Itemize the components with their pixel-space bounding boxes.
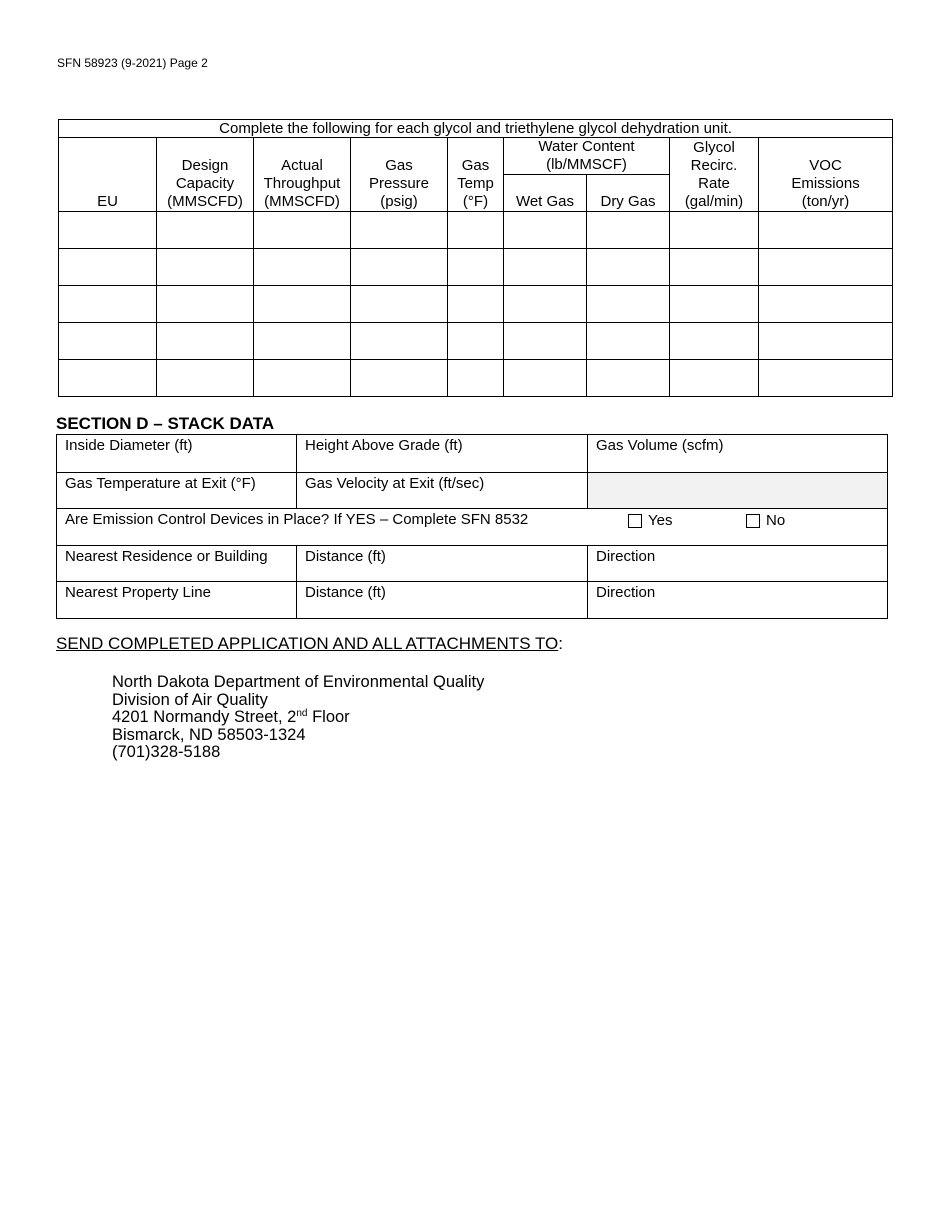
cell-design-capacity[interactable] bbox=[157, 286, 254, 323]
direction-label: Direction bbox=[596, 547, 656, 565]
inside-diameter-field[interactable] bbox=[57, 435, 297, 472]
cell-actual-throughput[interactable] bbox=[254, 323, 351, 360]
property-direction-field[interactable] bbox=[588, 582, 887, 618]
cell-gas-temp[interactable] bbox=[448, 212, 504, 249]
nearest-property-line-label: Nearest Property Line bbox=[65, 584, 211, 602]
gas-temperature-label: Gas Temperature at Exit (°F) bbox=[65, 474, 256, 492]
cell-gas-temp[interactable] bbox=[448, 323, 504, 360]
cell-gas-pressure[interactable] bbox=[351, 286, 448, 323]
gas-velocity-label: Gas Velocity at Exit (ft/sec) bbox=[305, 474, 485, 492]
cell-voc-emissions[interactable] bbox=[759, 212, 893, 249]
phone-number: (701)328-5188 bbox=[112, 743, 221, 761]
nearest-property-line-field[interactable] bbox=[57, 582, 297, 618]
table-row bbox=[59, 360, 893, 397]
send-colon: : bbox=[558, 634, 563, 653]
cell-voc-emissions[interactable] bbox=[759, 286, 893, 323]
cell-actual-throughput[interactable] bbox=[254, 212, 351, 249]
cell-design-capacity[interactable] bbox=[157, 249, 254, 286]
height-above-grade-field[interactable] bbox=[297, 435, 588, 472]
no-checkbox[interactable] bbox=[746, 512, 785, 529]
gas-temperature-field[interactable] bbox=[57, 473, 297, 509]
col-glycol-recirc: Glycol Recirc. Rate (gal/min) bbox=[670, 138, 759, 212]
yes-checkbox[interactable] bbox=[628, 512, 672, 529]
col-gas-temp: Gas Temp (°F) bbox=[448, 138, 504, 212]
col-water-content: Water Content (lb/MMSCF) bbox=[504, 138, 670, 175]
cell-dry-gas[interactable] bbox=[587, 360, 670, 397]
col-dry-gas: Dry Gas bbox=[587, 175, 670, 212]
cell-voc-emissions[interactable] bbox=[759, 323, 893, 360]
cell-eu[interactable] bbox=[59, 249, 157, 286]
col-design-capacity: Design Capacity (MMSCFD) bbox=[157, 138, 254, 212]
col-wet-gas: Wet Gas bbox=[504, 175, 587, 212]
gas-velocity-field[interactable] bbox=[297, 473, 588, 509]
shaded-cell bbox=[588, 473, 887, 509]
send-instructions bbox=[56, 634, 563, 654]
stack-row bbox=[57, 581, 887, 618]
height-above-grade-label: Height Above Grade (ft) bbox=[305, 437, 463, 454]
cell-design-capacity[interactable] bbox=[157, 360, 254, 397]
mailing-address bbox=[112, 674, 484, 762]
col-voc-emissions: VOC Emissions (ton/yr) bbox=[759, 138, 893, 212]
cell-actual-throughput[interactable] bbox=[254, 286, 351, 323]
distance-label: Distance (ft) bbox=[305, 547, 386, 565]
address-line: 4201 Normandy Street, 2nd Floor bbox=[112, 708, 350, 726]
cell-eu[interactable] bbox=[59, 360, 157, 397]
cell-gas-temp[interactable] bbox=[448, 360, 504, 397]
form-id: SFN 58923 (9-2021) Page 2 bbox=[57, 56, 208, 70]
cell-wet-gas[interactable] bbox=[504, 249, 587, 286]
no-label: No bbox=[766, 512, 786, 530]
yes-label: Yes bbox=[648, 512, 673, 530]
cell-voc-emissions[interactable] bbox=[759, 360, 893, 397]
cell-dry-gas[interactable] bbox=[587, 323, 670, 360]
table-row bbox=[59, 323, 893, 360]
cell-dry-gas[interactable] bbox=[587, 249, 670, 286]
stack-data-table bbox=[56, 434, 888, 619]
checkbox-icon bbox=[628, 514, 642, 528]
table-instruction: Complete the following for each glycol and triethylene glycol dehydration unit. bbox=[59, 120, 893, 138]
stack-row bbox=[57, 435, 887, 472]
stack-row bbox=[57, 545, 887, 582]
cell-gas-temp[interactable] bbox=[448, 286, 504, 323]
cell-glycol-recirc[interactable] bbox=[670, 286, 759, 323]
cell-glycol-recirc[interactable] bbox=[670, 323, 759, 360]
col-gas-pressure: Gas Pressure (psig) bbox=[351, 138, 448, 212]
cell-design-capacity[interactable] bbox=[157, 212, 254, 249]
nearest-residence-field[interactable] bbox=[57, 546, 297, 582]
cell-wet-gas[interactable] bbox=[504, 360, 587, 397]
cell-wet-gas[interactable] bbox=[504, 323, 587, 360]
send-heading: SEND COMPLETED APPLICATION AND ALL ATTACHMENTS TO bbox=[56, 634, 559, 653]
cell-design-capacity[interactable] bbox=[157, 323, 254, 360]
nearest-residence-label: Nearest Residence or Building bbox=[65, 547, 268, 565]
stack-row bbox=[57, 472, 887, 509]
cell-eu[interactable] bbox=[59, 323, 157, 360]
emission-control-label: Are Emission Control Devices in Place? If YES – Complete SFN 8532 bbox=[65, 511, 529, 529]
residence-direction-field[interactable] bbox=[588, 546, 887, 582]
property-distance-field[interactable] bbox=[297, 582, 588, 618]
table-row bbox=[59, 212, 893, 249]
cell-gas-pressure[interactable] bbox=[351, 249, 448, 286]
direction-label: Direction bbox=[596, 584, 656, 602]
cell-voc-emissions[interactable] bbox=[759, 249, 893, 286]
gas-volume-field[interactable] bbox=[588, 435, 887, 472]
emission-control-question bbox=[57, 509, 887, 545]
table-row bbox=[59, 286, 893, 323]
table-row bbox=[59, 249, 893, 286]
cell-eu[interactable] bbox=[59, 286, 157, 323]
address-line: Bismarck, ND 58503-1324 bbox=[112, 725, 306, 744]
cell-eu[interactable] bbox=[59, 212, 157, 249]
distance-label: Distance (ft) bbox=[305, 584, 386, 602]
cell-gas-temp[interactable] bbox=[448, 249, 504, 286]
cell-gas-pressure[interactable] bbox=[351, 360, 448, 397]
cell-glycol-recirc[interactable] bbox=[670, 212, 759, 249]
cell-gas-pressure[interactable] bbox=[351, 212, 448, 249]
glycol-dehydration-table bbox=[58, 119, 893, 397]
address-line: North Dakota Department of Environmental Quality bbox=[112, 673, 485, 691]
cell-wet-gas[interactable] bbox=[504, 212, 587, 249]
cell-glycol-recirc[interactable] bbox=[670, 360, 759, 397]
address-line: Division of Air Quality bbox=[112, 690, 268, 709]
section-d-title: SECTION D – STACK DATA bbox=[56, 414, 275, 433]
cell-wet-gas[interactable] bbox=[504, 286, 587, 323]
cell-actual-throughput[interactable] bbox=[254, 249, 351, 286]
cell-dry-gas[interactable] bbox=[587, 286, 670, 323]
cell-actual-throughput[interactable] bbox=[254, 360, 351, 397]
cell-gas-pressure[interactable] bbox=[351, 323, 448, 360]
residence-distance-field[interactable] bbox=[297, 546, 588, 582]
gas-volume-label: Gas Volume (scfm) bbox=[596, 437, 724, 454]
col-actual-throughput: Actual Throughput (MMSCFD) bbox=[254, 138, 351, 212]
cell-dry-gas[interactable] bbox=[587, 212, 670, 249]
inside-diameter-label: Inside Diameter (ft) bbox=[65, 437, 193, 454]
checkbox-icon bbox=[746, 514, 760, 528]
col-eu: EU bbox=[59, 138, 157, 212]
stack-row bbox=[57, 508, 887, 545]
cell-glycol-recirc[interactable] bbox=[670, 249, 759, 286]
